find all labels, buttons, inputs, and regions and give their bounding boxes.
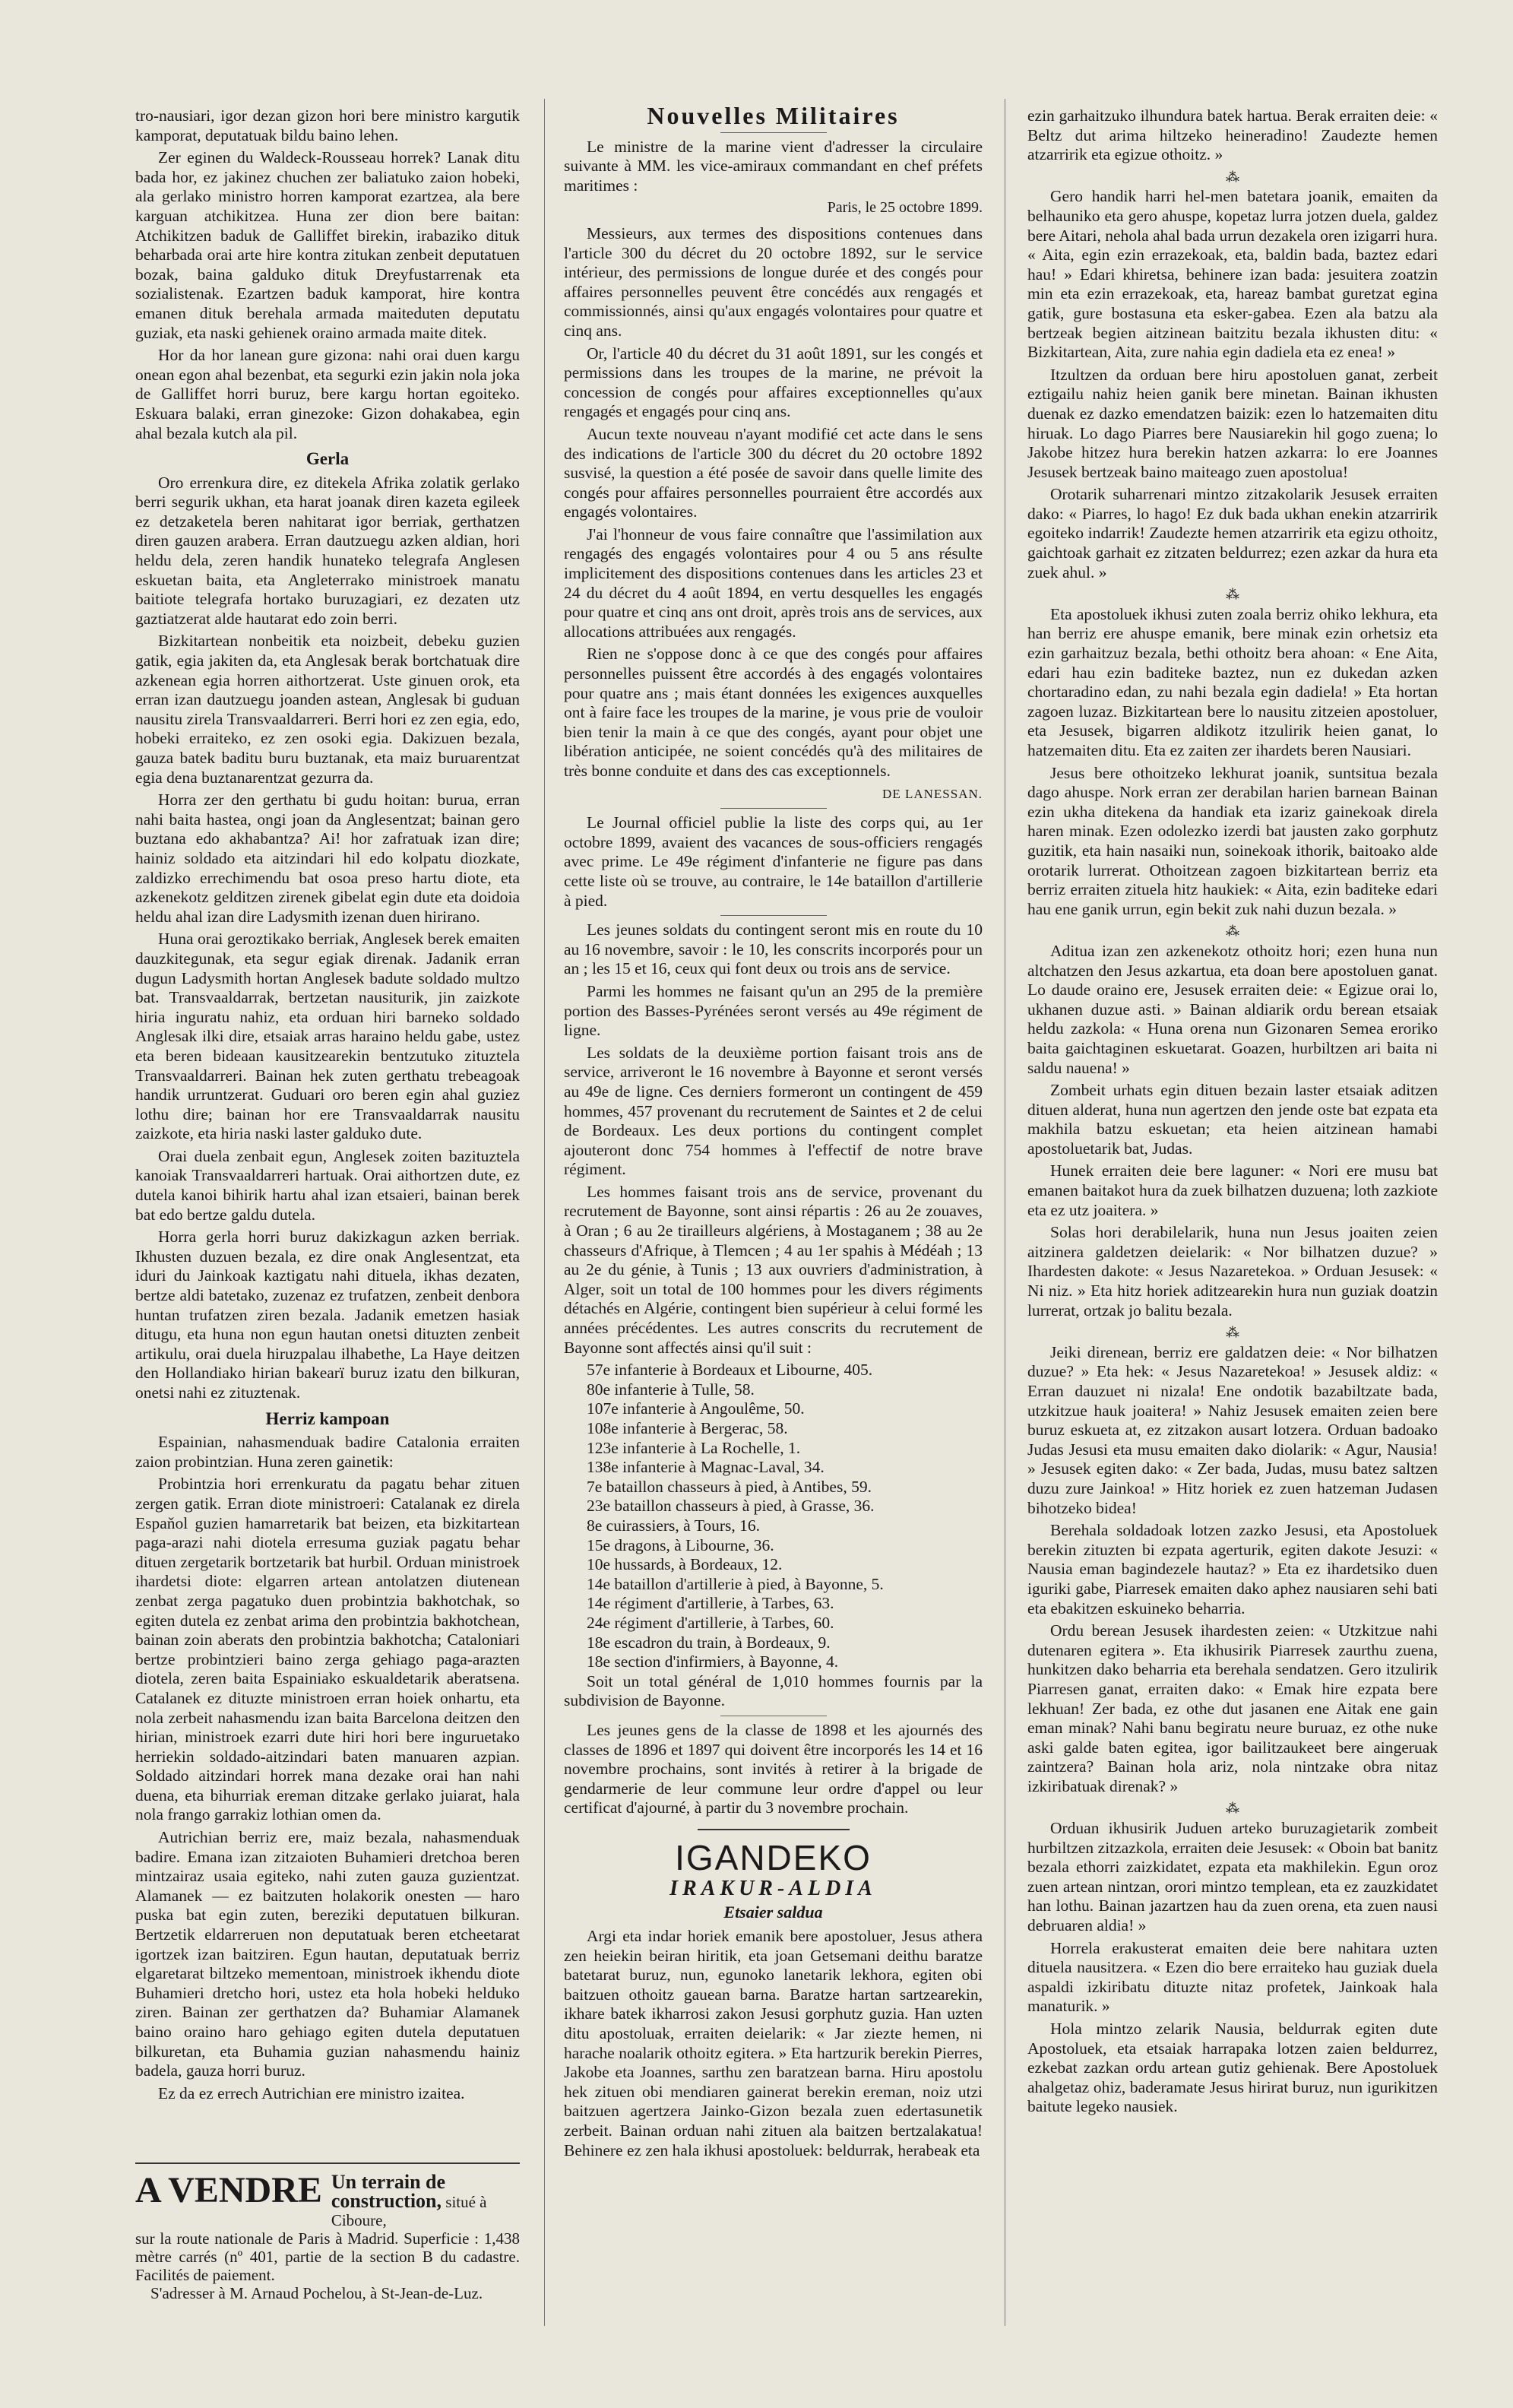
list-item: 123e infanterie à La Rochelle, 1. xyxy=(587,1438,801,1457)
list-item: 138e infanterie à Magnac-Laval, 34. xyxy=(587,1458,825,1477)
asterism-divider: ⁂ xyxy=(1226,587,1239,603)
paragraph: Parmi les hommes ne faisant qu'un an 295 de la première portion des Basses-Pyrénées seront versés au 49e régiment de ligne. xyxy=(564,981,983,1040)
paragraph: Le Journal officiel publie la liste des corps qui, au 1er octobre 1899, avaient des vacances de sous-officiers rengagés avec prime. Le 49e régiment d'infanterie ne figure pas dans cette liste où se trouve, au contraire, le 14e bataillon d'artillerie à pied. xyxy=(564,813,983,910)
ad-lead xyxy=(331,2173,520,2229)
paragraph: Jeiki direnean, berriz ere galdatzen deie: « Nor bilhatzen duzue? » Eta hek: « Jesus Nazaretekoa! » Jesusek aldiz: « Erran dauzuet ni nizala! Ene ondotik bazabiltzate bada, utzkitzue hauk joaitera! » Nahiz Jesusek emaiten zeien bere buruz eskueta at, ez zitzakon ausart lotzera. Orduan badoako Judas Jesusi eta musu emaiten dako diolarik: « Agur, Nausia! » Jesusek egiten dako: « Zer bada, Judas, musu batez saltzen duzu zure Jainkoa! » Hitz horiek ez zuen hatzeman Judasen bihotzeko bidea! xyxy=(1027,1342,1438,1517)
ad-lead-rest: situé à Ciboure, xyxy=(331,2193,487,2229)
section-title-igandeko: IGANDEKO xyxy=(675,1837,872,1877)
column-2 xyxy=(564,102,983,2163)
list-item: 10e hussards, à Bordeaux, 12. xyxy=(587,1555,783,1574)
list-item: 18e section d'infirmiers, à Bayonne, 4. xyxy=(587,1652,839,1671)
paragraph: Hola mintzo zelarik Nausia, beldurrak egiten dute Apostoluek, eta etsaiak harrapaka lotzen zaien beldurrez, ezkebat zazkan ordu artean gutiz gehienak. Bere Apostoluek ahalgetaz ohiz, baderamate Jesus hirirat buruz, nun igurikitzen baitute legeko nausiek. xyxy=(1027,2020,1438,2116)
paragraph: Probintzia hori errenkuratu da pagatu behar zituen zergen gatik. Erran diote ministroeri: Catalanak ez direla Espaňol guzien hamarretarik bat beizen, eta bizkitartean paga-arazi nahi diotela erresuma guziak pagatu behar dituen zergetarik bortzetarik bat hurbil. Orduan ministroek ihardetsi diote: elgarren artean antolatzen diutenean zenbat zerga pagatuko duen probintzia bakhotchak, so egiten dutela ez zenbat arima den probintzia bakhotchean, bainan zoin aberats den probintzia bakhotcha; Cataloniari bertze probintzieri baino zerga gehiago paga-arazten diotela, zeren baita Espainiako eskualdetarik aberatsena. Catalanek ez dituzte ministroen erran hoiek onhartu, eta nola zerbeit nahasmendu izan baita Barcelona deitzen den hirian, ministroek ezarri dute hiri hori bere inguruetako herriekin soldado-aitzindari baten manuaren azpian. Soldado aitzindari horrek mana dezake orai han nahi duena, eta bihurriak ereman ditzake gerlako juiarat, hala nola frango garrakiz lothian omen da. xyxy=(135,1475,520,1824)
paragraph: ezin garhaitzuko ilhundura batek hartua. Berak erraiten deie: « Beltz dut arima hiltzeko heineradino! Zaudezte hemen atzarririk eta egizue othoitz. » xyxy=(1027,106,1438,164)
column-1 xyxy=(135,106,520,2106)
list-item: 14e bataillon d'artillerie à pied, à Bayonne, 5. xyxy=(587,1574,884,1593)
paragraph: Eta apostoluek ikhusi zuten zoala berriz ohiko lekhura, eta han berriz ere ahuspe emanik, bere minak ezin orhetsiz eta ezin garhaitzuz bezala, bethi othoitz bera ahoan: « Ene Aita, edari hau ezin baditeke baztez, nun ez dukedan azken chortaradino edan, zu nahi bezala egin dadiela! » Eta hortan zagoen luzaz. Bizkitartean bere lo nausitu zitzeien apostoluer, eta Jesusek, bigarren aldikotz itzulirik heien ganat, lo hatzemaiten ditu. Eta ez zaiten zer ihardets beren Nausiari. xyxy=(1027,604,1438,759)
divider xyxy=(698,1829,850,1830)
paragraph: Berehala soldadoak lotzen zazko Jesusi, eta Apostoluek berekin zituzten bi ezpata agerturik, egiten dakote Jesuzi: « Nausia eman bagindezele hautaz? » Eta ez ihardetsiko duen iguriki gabe, Piarresek emaiten dako aphez nausiaren sehi bati eta ebakitzen eskuineko beharria. xyxy=(1027,1521,1438,1617)
section-title-nouvelles-militaires: Nouvelles Militaires xyxy=(647,102,900,129)
list-item: 108e infanterie à Bergerac, 58. xyxy=(587,1419,788,1437)
paragraph: Horra zer den gerthatu bi gudu hoitan: burua, erran nahi baita hastea, ongi joan da Anglesentzat; bainan gero buztana edo akhabantza? Ai! hor zafratuak izan dire; hainiz soldado eta aitzindari hil edo kolpatu diozkate, zaldizko errechimendu bat osoa preso hartu diote, eta azkenekotz gelditzen zirenek gibelat egin dute eta doidoia heldu ahal izan dire Ladysmith izenan duen hirirano. xyxy=(135,791,520,926)
story-title: Etsaier saldua xyxy=(723,1903,823,1922)
list-item: 8e cuirassiers, à Tours, 16. xyxy=(587,1516,760,1535)
paragraph: Les hommes faisant trois ans de service, provenant du recrutement de Bayonne, sont ainsi répartis : 26 au 2e zouaves, à Oran ; 6 au 2e tirailleurs algériens, à Mostaganem ; 38 au 2e chasseurs d'Afrique, à Tlemcen ; 4 au 1er spahis à Médéah ; 13 au 2e du génie, à Tunis ; 13 aux ouvriers d'administration, à Alger, soit un total de 100 hommes pour les divers régiments détachés en Algérie, contingent bien supérieur à celui formé les années précédentes. Les autres conscrits du recrutement de Bayonne sont affectés ainsi qu'il suit : xyxy=(564,1182,983,1357)
asterism-divider: ⁂ xyxy=(1226,1801,1239,1817)
paragraph: Orotarik suharrenari mintzo zitzakolarik Jesusek erraiten dako: « Piarres, lo hago! Ez duk bada ukhan enekin atzarririk egoiteko indarrik! Zaudezte hemen atzarririk eta egizu othoitz, gaichtoak garhait ez zitzaten beldurrez; ezen azkar da hura eta zuek ahul. » xyxy=(1027,485,1438,581)
list-item: 14e régiment d'artillerie, à Tarbes, 63. xyxy=(587,1594,834,1613)
paragraph: Ez da ez errech Autrichian ere ministro izaitea. xyxy=(158,2083,465,2102)
paragraph: Or, l'article 40 du décret du 31 août 1891, sur les congés et permissions dans les troupes de la marine, ne prévoit la concession de congés pour affaires exceptionnelles qu'aux rengagés et engagés pour cinq ans. xyxy=(564,344,983,421)
section-title-gerla: Gerla xyxy=(305,449,350,469)
signature: DE LANESSAN. xyxy=(882,786,983,801)
paragraph: Soit un total général de 1,010 hommes fournis par la subdivision de Bayonne. xyxy=(564,1671,983,1710)
paragraph: Les jeunes soldats du contingent seront mis en route du 10 au 16 novembre, savoir : le 10, les conscrits incorporés pour un an ; les 15 et 16, ceux qui font deux ou trois ans de service. xyxy=(564,920,983,978)
paragraph: Aditua izan zen azkenekotz othoitz hori; ezen huna nun altchatzen den Jesus azkartua, eta doan bere apostoluen ganat. Lo daude oraino ere, Jesusek erraiten deie: « Egizue orai lo, ukhanen duzue asti. » Bainan aldiarik ordu berean etsaiak heldu zazkola: « Huna orena nun Gizonaren Semea eroriko baita gaichtaginen eskuetarat. Goazen, hurbiltzen ari baita ni saldu nauena! » xyxy=(1027,941,1438,1077)
paragraph: Zer eginen du Waldeck-Rousseau horrek? Lanak ditu bada hor, ez jakinez chuchen zer baliatuko zaion hobeki, ala gerlako ministro horren kamporat ezartzea, ala bere karguan atchikitzea. Huna zer dion bere baitan: Atchikitzen baduk de Galliffet birekin, irabaziko dituk beharbada orai arte hire kontra zitukan zenbeit deputatuen bozak, baina galduko dituk Dreyfustarrenak eta sozialistenak. Ezartzen baduk kamporat, hire kontra emanen dituk berehala armada maiteduten deputatu guziak, eta naski gehienek oraino armada maite ditek. xyxy=(135,148,520,342)
paragraph: J'ai l'honneur de vous faire connaître que l'assimilation aux rengagés des engagés volontaires pour 4 ou 5 ans résulte implicitement des dispositions contenues dans les articles 23 et 24 du décret du 4 août 1894, en vertu desquelles les engagés pour quatre et cinq ans ont droit, après trois ans de services, aux allocations attribuées aux rengagés. xyxy=(564,524,983,641)
list-item: 23e bataillon chasseurs à pied, à Grasse, 36. xyxy=(587,1497,875,1516)
paragraph: Les soldats de la deuxième portion faisant trois ans de service, arriveront le 16 novembre à Bayonne et seront versés au 49e de ligne. Ces derniers formeront un contingent de 459 hommes, 457 provenant du recrutement de Saintes et 2 de celui de Bordeaux. Les deux portions du contingent complet ajouteront donc 754 hommes à l'effectif de notre brave régiment. xyxy=(564,1043,983,1179)
paragraph: Hor da hor lanean gure gizona: nahi orai duen kargu onean egon ahal bezenbat, eta segurki ezin jakin nola joka de Galliffet horri buruz, bere kargu hortan egoiteko. Eskuara balaki, erran ginezoke: Gizon dohakabea, egin ahal bezala kutch ala pil. xyxy=(135,346,520,442)
paragraph: Aucun texte nouveau n'ayant modifié cet acte dans le sens des indications de l'article 300 du décret du 20 octobre 1892 susvisé, la question a été posée de savoir dans quelle limite des congés pour affaires personnelles pourraient être accordés aux engagés volontaires. xyxy=(564,424,983,521)
paragraph: tro-nausiari, igor dezan gizon hori bere ministro kargutik kamporat, deputatuak bildu baino lehen. xyxy=(135,106,520,144)
column-3 xyxy=(1027,106,1438,2120)
paragraph: Messieurs, aux termes des dispositions contenues dans l'article 300 du décret du 20 octobre 1892, sur le service intérieur, des permissions de longue durée et des congés pour affaires personnelles peuvent être concédés aux rengagés et commissionnés, ainsi qu'aux engagés volontaires pour quatre et cinq ans. xyxy=(564,223,983,340)
paragraph: Ordu berean Jesusek ihardesten zeien: « Utzkitzue nahi dutenaren egitera ». Eta ikhusirik Piarresek zaurthu zuena, hunkitzen dako beharria eta berehala sendatzen. Gero itzulirik Piarresen ganat, erraiten dako: « Emak hire ezpata bere lekhuan! Zer bada, ez othe dut jasanen ene Aitak ene gain eman minak? Nahi banu begiratu neure buruaz, ez othe nuke aski galde baten egitea, igor bailitzaukeet bere aingeruak zaintzera? Bainan hola ariz, nola nintzake obra nitaz izkiribatuak direnak? » xyxy=(1027,1621,1438,1795)
paragraph: Rien ne s'oppose donc à ce que des congés pour affaires personnelles puissent être accordés à des engagés volontaires pour quatre ans ; mais étant données les exigences auxquelles ont à faire face les troupes de la marine, je vous prie de vouloir bien tenir la main à ce que des congés, ayant pour objet une libération anticipée, ne soient concédés qu'à des militaires de très bonne conduite et dans des cas exceptionnels. xyxy=(564,645,983,780)
paragraph: Espainian, nahasmenduak badire Catalonia erraiten zaion probintzian. Huna zeren gainetik: xyxy=(135,1433,520,1471)
ad-contact: S'adresser à M. Arnaud Pochelou, à St-Jean-de-Luz. xyxy=(150,2284,483,2302)
list-item: 15e dragons, à Libourne, 36. xyxy=(587,1535,774,1554)
list-item: 7e bataillon chasseurs à pied, à Antibes, 59. xyxy=(587,1477,872,1496)
list-item: 80e infanterie à Tulle, 58. xyxy=(587,1380,755,1399)
paragraph: Le ministre de la marine vient d'adresser la circulaire suivante à MM. les vice-amiraux commandant en chef préfets maritimes : xyxy=(564,137,983,195)
paragraph: Itzultzen da orduan bere hiru apostoluen ganat, zerbeit eztigailu nahiz heien ganik bere minetan. Bainan ikhusten duenak ez dazko emendatzen baizik: ezen lo hatzemaiten ditu hiruak. Lo dago Piarres bere Nausiarekin hil gogo zuena; lo Jakobe hitzez hura berekin hatzen azkarra: lo ere Joannes Jesusek bertzeak baino maiteago zuen apostolua! xyxy=(1027,365,1438,481)
unit-list xyxy=(564,1361,983,1672)
column-rule xyxy=(544,99,545,2326)
divider xyxy=(720,915,827,916)
divider xyxy=(720,808,827,809)
list-item: 57e infanterie à Bordeaux et Libourne, 405. xyxy=(587,1361,873,1380)
section-subtitle-irakur-aldia: IRAKUR-ALDIA xyxy=(669,1876,877,1900)
ad-headline: A VENDRE xyxy=(135,2170,322,2210)
ad-body: sur la route nationale de Paris à Madrid. Superficie : 1,438 mètre carrés (nº 401, partie de la section B du cadastre. Facilités de paiement. xyxy=(135,2229,520,2284)
asterism-divider: ⁂ xyxy=(1226,169,1239,185)
paragraph: Horrela erakusterat emaiten deie bere nahitara uzten dituela nausitzera. « Ezen dio bere erraiteko hau guziak duela aspaldi izkiribatu dituzte nitaz profetek, Jainkoak hala manaturik. » xyxy=(1027,1938,1438,2016)
paragraph: Oro errenkura dire, ez ditekela Afrika zolatik gerlako berri segurik ukhan, eta harat joanak diren kazeta egileek ez detzaketela beren nahitarat igor berriak, gerthatzen diren gauzen arabera. Erran dautzuegu azken aldian, hori heldu dela, zeren handik hunateko telegrafa Anglesen eskuetan baita, eta Angleterrako ministroek manatu baitiote telegrafa hortako buruzagiari, ez dezaten utz gaztiatzerat alde hautarat edo zoin berri. xyxy=(135,473,520,628)
divider xyxy=(720,132,827,133)
paragraph: Jesus bere othoitzeko lekhurat joanik, suntsitua bezala dago ahuspe. Nork erran zer derabilan harien barnean Bainan ezin ukha ditekena da handiak eta izariz gainekoak direla haren minak. Ezen odolezko izerdi bat jausten zako gorphutz guzitik, eta hain nasaiki nun, soinekoak ithorik, baitoako alde orotarik lurrerat. Othoitzean zagoen bizkitartean berriz eta berriz erraiten zituela hitz haukiek: « Aita, ezin baditeke edari hau ene ganik urrun, egin bekit zuk nahi duzun bezala. » xyxy=(1027,763,1438,918)
ad-lead-bold: Un terrain de construction, xyxy=(331,2171,446,2212)
advertisement-a-vendre xyxy=(135,2162,520,2302)
paragraph: Les jeunes gens de la classe de 1898 et les ajournés des classes de 1896 et 1897 qui doivent être incorporés les 14 et 16 novembre prochains, sont invités à retirer à la brigade de gendarmerie de leur commune leur ordre d'appel ou leur certificat d'ajourné, à partir du 3 novembre prochain. xyxy=(564,1720,983,1817)
paragraph: Zombeit urhats egin dituen bezain laster etsaiak aditzen dituen alderat, huna nun agertzen den jende oste bat ezpata eta makhila batzu eskuetan; eta heien aitzinean hamabi apostoluetarik bat, Judas. xyxy=(1027,1081,1438,1158)
list-item: 24e régiment d'artillerie, à Tarbes, 60. xyxy=(587,1613,834,1632)
paragraph: Solas hori derabilelarik, huna nun Jesus joaiten zeien aitzinera galdetzen deielarik: « Nor bilhatzen duzue? » Ihardesten dakote: « Jesus Nazaretekoa. » Orduan Jesusek: « Ni niz. » Eta hitz horiek aditzearekin hura nun guziak doatzin lurrerat, ortzak jo balitu bezala. xyxy=(1027,1223,1438,1320)
paragraph: Orduan ikhusirik Juduen arteko buruzagietarik zombeit hurbiltzen zitzazkola, erraiten deie Jesusek: « Oboin bat banitz bezala ethorri zaizkidatet, ezpata eta makhilekin. Egun oroz zuen artean nintzan, orori mintzo templean, eta ez zauzkidatet han lothu. Bainan jazartzen hau da zuen orena, eta zuen nausi debruaren aldia! » xyxy=(1027,1819,1438,1935)
list-item: 18e escadron du train, à Bordeaux, 9. xyxy=(587,1633,831,1652)
paragraph: Huna orai geroztikako berriak, Anglesek berek emaiten dauzkitegunak, eta segur egiak direnak. Jadanik erran dugun Ladysmith hortan Anglesek badute soldado multzo bat. Transvaaldarrak, bertzetan nausiturik, jin zaizkote hiria inguratu nahiz, eta orduan hiri barneko soldado Anglesak ilki dire, etsaiak arras haraino heldu gabe, ustez eta beren bideaan kausitzearekin bentzutuko zituztela Transvaaldarreri. Bainan hek zuten gerthatu trebeagoak handik urruntzerat. Guduari oro beren egin ahal guziez lothu dire; bainan hor ere Transvaaldarrak nausitu zaizkote, eta hiria naski laster galduko dute. xyxy=(135,930,520,1143)
paragraph: Horra gerla horri buruz dakizkagun azken berriak. Ikhusten duzuen bezala, ez dire onak Anglesentzat, eta iduri du Jainkoak kaztigatu nahi dituela, ikhas dezaten, bertze aldi batetako, zuzenaz ez trufatzen, zenbeit denbora huntan trufatzen ziren bezala. Jadanik emetzen hasiak ditugu, eta huna non egun hautan onetsi dituzten zenbeit artikulu, orai duela hiruzpalau ilhabethe, La Haye deitzen den Hollandiako hirian bakearï buruz izatu den bilkuran, onetsi nahi ez zituztenak. xyxy=(135,1228,520,1402)
paragraph: Hunek erraiten deie bere laguner: « Nori ere musu bat emanen baitakot hura da zuek bilhatzen duzuena; loth zazkiote eta ez utz joaitera. » xyxy=(1027,1161,1438,1219)
asterism-divider: ⁂ xyxy=(1226,1325,1239,1341)
paragraph: Gero handik harri hel-men batetara joanik, emaiten da belhauniko eta gero ahuspe, kopetaz lurra jotzen duela, galdez bere Aitari, nehola ahal bada urrun dezakela oren izigarri hura. « Aita, egin ezin errazekoak, eta, baldin bada, baztez edari hau! » Edari khiretsa, behinere izan bada: jesuitera zoatzin min eta ezin errazekoak, eta, hareaz bambat guretzat egina gatik, gure bostasuna eta esker-gabea. Ezen ala batzu ala bertzeak begien aitzinean baitzitu bezala ikhusten ditu: « Bizkitartean, Aita, zure nahia egin dadiela eta ez enea! » xyxy=(1027,187,1438,362)
paragraph: Autrichian berriz ere, maiz bezala, nahasmenduak badire. Emana izan zitzaioten Buhamieri dretchoa beren mintzairaz usaia egiteko, nahi zuten gauza guzientzat. Alamanek — ez baitzuten holakorik onesten — haro puska bat egin zuten, bereziki deputatuen bilkuran. Bertzetik eldarreruen non deputatuak beren etcheetarat igortzek izan baitziren. Egun hautan, deputatuak berriz elgaretarat biltzeko mementoan, ministroek ikhendu diote Buhamieri dretcho hori, ustez eta hola hobeki helduko ziren. Bainan zer gerthatzen da? Buhamiar Alamanek baino oraino haro gehiago egiten dutela deputatuen bilkuretan, eta Buhamia guzian nahasmendu hainiz badela, gauza horri buruz. xyxy=(135,1828,520,2080)
paragraph: Bizkitartean nonbeitik eta noizbeit, debeku guzien gatik, egia jakiten da, eta Anglesak berak bortchatuak dire azkenean egia horren aithortzerat. Uste ginuen orok, eta erran izan dautzuegu joanden astean, Anglesak bi guduan nausitu zirela Transvaaldarreri. Berri hori ez zen egia, edo, hobeki erraiteko, ez zen osoki egia. Dakizuen bezala, gauza batek baditu buru buztanak, eta maiz buruarentzat egia dena buztanarentzat gezurra da. xyxy=(135,632,520,787)
paragraph: Orai duela zenbait egun, Anglesek zoiten bazituztela kanoiak Transvaaldarreri hartuak. Orai aithortzen dute, ez dutela kanoi bihirik hartu ahal izan etsaieri, bainan berek bat edo bertze galdu dutela. xyxy=(135,1146,520,1224)
paragraph: Argi eta indar horiek emanik bere apostoluer, Jesus athera zen heiekin beiran hiritik, eta joan Getsemani deithu baratze batetarat buruz, nun, egunoko lanetarik lekhora, egiten obi baitzuen othoitz gauean barna. Baratze hartan sartzearekin, ikhare batek ikharrosi zakon Jesusi gorphutz guzia. Han uzten ditu apostoluak, erraiten deielarik: « Jar ziezte hemen, ni harache noalarik othoitz egitera. » Eta hartzurik berekin Pierres, Jakobe eta Joannes, sarthu zen baratzean barna. Hiru apostolu hek zituen obi mendiaren gainerat berekin ereman, noiz utzi baitzuen agertzera Jainko-Gizon bezala zuen edertasunetik zerbeit. Bainan orduan nahi zituen ala baitzen bertzalakatua! Behinere ez zen hala ikhusi apostoluek: beldurrak, herabeak eta xyxy=(564,1927,983,2159)
dateline: Paris, le 25 octobre 1899. xyxy=(827,199,983,217)
section-title-herriz-kampoan: Herriz kampoan xyxy=(265,1408,390,1428)
asterism-divider: ⁂ xyxy=(1226,924,1239,939)
list-item: 107e infanterie à Angoulême, 50. xyxy=(587,1399,805,1418)
